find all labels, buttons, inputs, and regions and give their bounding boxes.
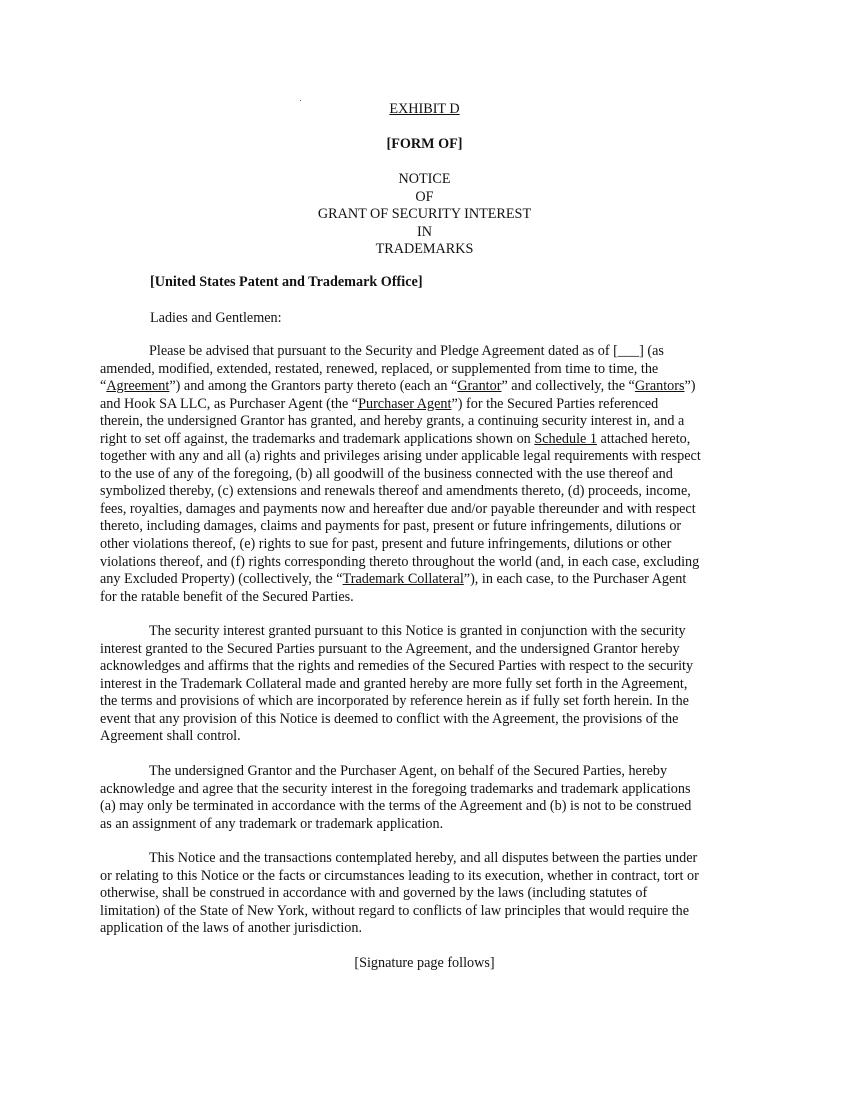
paragraph-line: together with any and all (a) rights and privileges arising under applicable legal requirements with respect <box>100 448 701 465</box>
paragraph-line: limitation) of the State of New York, without regard to conflicts of law principles that would require the <box>100 902 690 919</box>
paragraph-line: other violations thereof, (e) rights to sue for past, present and future infringements, dilutions or other <box>100 536 672 553</box>
text-run: ”), in each case, to the Purchaser Agent <box>463 571 687 588</box>
schedule-reference: Schedule 1 <box>534 430 597 447</box>
salutation: Ladies and Gentlemen: <box>150 310 282 326</box>
text-run: right to set off against, the trademarks and trademark applications shown on <box>100 430 535 447</box>
paragraph-line <box>100 571 750 589</box>
paragraph-line: or relating to this Notice or the facts or circumstances leading to its execution, whether in contract, tort or <box>100 867 699 884</box>
paragraph-line: Please be advised that pursuant to the Security and Pledge Agreement dated as of [___] (as <box>149 343 664 359</box>
paragraph-line: symbolized thereby, (c) extensions and renewals thereof and amendments thereto, (d) proceeds, income, <box>100 483 691 500</box>
text-run: ” and collectively, the “ <box>501 378 635 395</box>
notice-title <box>0 171 849 259</box>
paragraph-line: for the ratable benefit of the Secured Parties. <box>100 588 354 605</box>
paragraph-line: The security interest granted pursuant to this Notice is granted in conjunction with the security <box>149 623 686 639</box>
text-run: ”) for the Secured Parties referenced <box>451 395 659 412</box>
paragraph-line: fees, royalties, damages and payments now and hereafter due and/or payable thereunder and with respect <box>100 500 696 517</box>
paragraph-line: interest in the Trademark Collateral made and granted hereby are more fully set forth in the Agreement, <box>100 675 688 692</box>
paragraph-line: amended, modified, extended, restated, renewed, replaced, or supplemented from time to time, the <box>100 360 659 377</box>
paragraph-line: application of the laws of another jurisdiction. <box>100 920 363 937</box>
paragraph-line: the terms and provisions of which are incorporated by reference herein as if fully set forth herein. In the <box>100 693 689 710</box>
paragraph-line: violations thereof, and (f) rights corresponding thereto throughout the world (and, in each case, excluding <box>100 553 700 570</box>
text-run: any Excluded Property) (collectively, the “ <box>100 571 343 588</box>
paragraph-line: therein, the undersigned Grantor has granted, and hereby grants, a continuing security interest in, and a <box>100 413 685 430</box>
paragraph-line <box>100 431 750 449</box>
paragraph-grant <box>100 343 750 606</box>
title-line: TRADEMARKS <box>375 241 474 257</box>
paragraph-line: as an assignment of any trademark or trademark application. <box>100 815 444 832</box>
text-run: and Hook SA LLC, as Purchaser Agent (the “ <box>100 395 359 412</box>
defined-term-grantor: Grantor <box>457 378 502 395</box>
paragraph-line: Agreement shall control. <box>100 728 241 745</box>
text-run: attached hereto, <box>596 430 691 447</box>
signature-page-note: [Signature page follows] <box>354 955 495 971</box>
addressee: [United States Patent and Trademark Office] <box>150 274 423 290</box>
paragraph-governing-law <box>100 850 750 938</box>
paragraph-line <box>100 396 750 414</box>
paragraph-line: otherwise, shall be construed in accordance with and governed by the laws (including statutes of <box>100 885 648 902</box>
paragraph-line: event that any provision of this Notice is deemed to conflict with the Agreement, the provisions of the <box>100 710 679 727</box>
paragraph-acknowledgement <box>100 763 750 833</box>
paragraph-line: (a) may only be terminated in accordance with the terms of the Agreement and (b) is not to be construed <box>100 798 692 815</box>
paragraph-line: This Notice and the transactions contemplated hereby, and all disputes between the parties under <box>149 850 698 866</box>
title-line: GRANT OF SECURITY INTEREST <box>317 206 532 222</box>
defined-term-purchaser-agent: Purchaser Agent <box>358 395 452 412</box>
title-line: OF <box>415 188 434 205</box>
paragraph-line <box>100 378 750 396</box>
paragraph-line: acknowledge and agree that the security interest in the foregoing trademarks and trademark applications <box>100 780 691 797</box>
paragraph-line: acknowledges and affirms that the rights and remedies of the Secured Parties with respect to the security <box>100 658 694 675</box>
exhibit-heading: EXHIBIT D <box>389 101 460 117</box>
defined-term-trademark-collateral: Trademark Collateral <box>342 571 464 588</box>
defined-term-grantors: Grantors <box>634 378 685 395</box>
defined-term-agreement: Agreement <box>106 378 170 395</box>
text-run: “ <box>100 378 107 395</box>
text-run: ”) <box>684 378 696 395</box>
paragraph-line: to the use of any of the foregoing, (b) all goodwill of the business connected with the use thereof and <box>100 465 673 482</box>
title-line: IN <box>417 223 432 240</box>
paragraph-line: thereto, including damages, claims and payments for past, present or future infringements, dilutions or <box>100 518 682 535</box>
form-of-heading: [FORM OF] <box>386 136 463 152</box>
title-line: NOTICE <box>398 171 451 187</box>
paragraph-conjunction <box>100 623 750 746</box>
paragraph-line: interest granted to the Secured Parties pursuant to the Agreement, and the undersigned Grantor hereby <box>100 640 680 657</box>
paragraph-line: The undersigned Grantor and the Purchaser Agent, on behalf of the Secured Parties, hereby <box>149 763 668 779</box>
text-run: ”) and among the Grantors party thereto (each an “ <box>169 378 458 395</box>
